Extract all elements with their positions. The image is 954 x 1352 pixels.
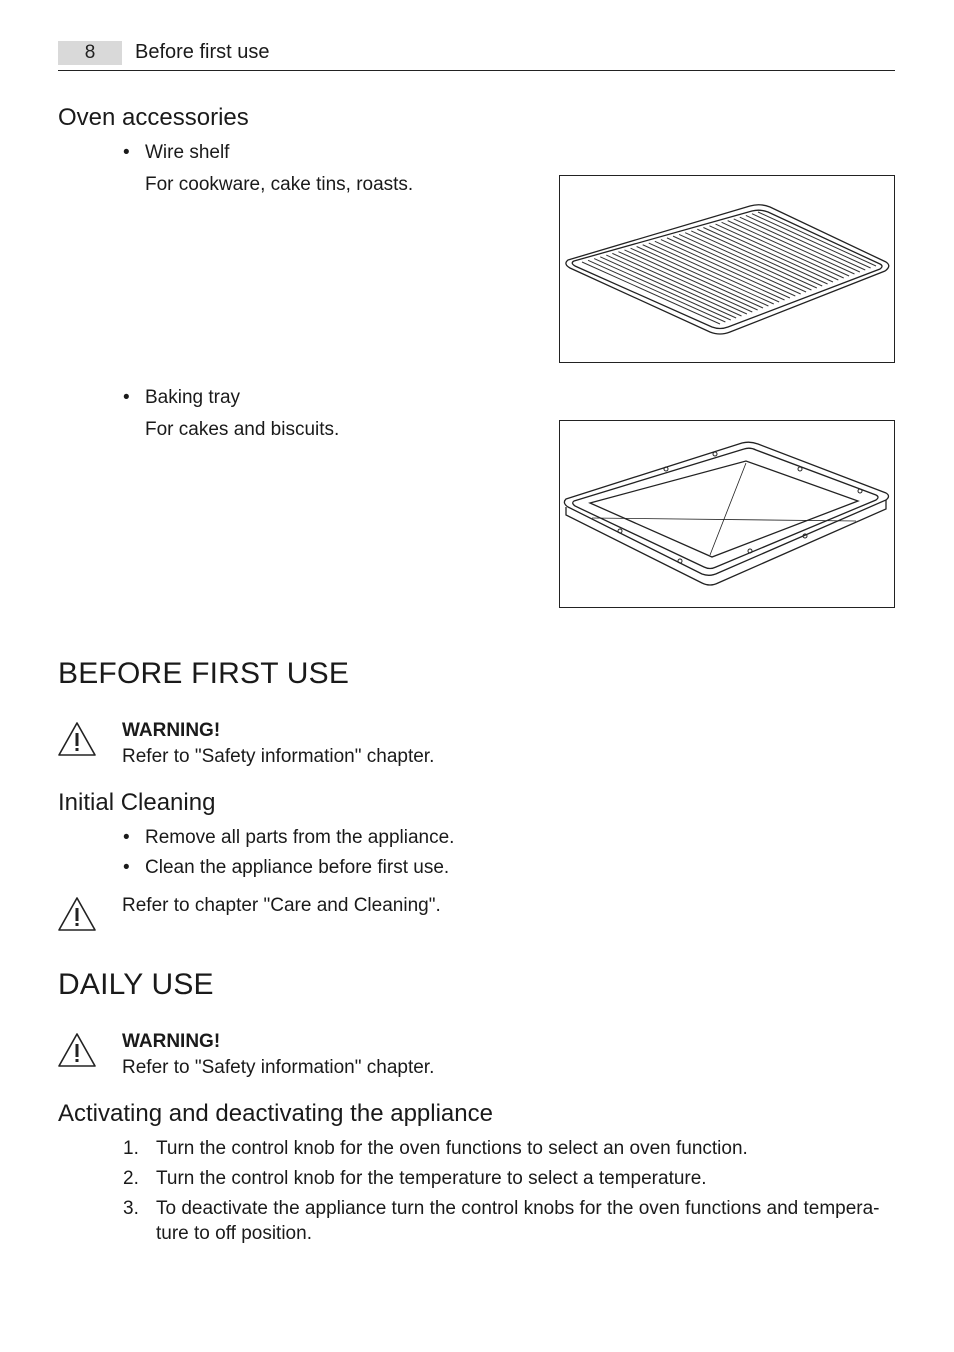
initial-cleaning-heading: Initial Cleaning bbox=[58, 789, 216, 816]
wire-rod bbox=[740, 217, 860, 272]
wire-shelf-label: • Wire shelf bbox=[145, 140, 229, 165]
step-text: ture to off position. bbox=[156, 1223, 312, 1244]
wire-rod bbox=[612, 253, 747, 314]
daily-use-heading: DAILY USE bbox=[58, 968, 214, 1001]
baking-tray-label: • Baking tray bbox=[145, 385, 240, 410]
wire-shelf-figure bbox=[559, 175, 895, 363]
warning-icon bbox=[57, 1032, 97, 1073]
wire-rod bbox=[758, 212, 876, 266]
oven-accessories-heading: Oven accessories bbox=[58, 104, 249, 131]
wire-rod bbox=[637, 246, 769, 306]
wire-rod bbox=[661, 240, 790, 298]
baking-tray-figure bbox=[559, 420, 895, 608]
care-cleaning-note: Refer to chapter "Care and Cleaning". bbox=[122, 895, 441, 916]
wire-shelf-illustration bbox=[560, 176, 894, 362]
wire-rod bbox=[667, 238, 795, 296]
wire-rod bbox=[716, 224, 839, 280]
wire-rod bbox=[734, 219, 855, 274]
step-number: 1. bbox=[123, 1138, 139, 1159]
wire-rod bbox=[655, 241, 785, 300]
wire-rod bbox=[703, 228, 827, 284]
before-first-use-heading: BEFORE FIRST USE bbox=[58, 657, 350, 690]
activating-heading: Activating and deactivating the appliance bbox=[58, 1100, 493, 1127]
wire-rod bbox=[618, 252, 752, 312]
wire-rod bbox=[728, 221, 849, 276]
step-text: Turn the control knob for the temperature to select a temperature. bbox=[156, 1168, 707, 1189]
list-item: • Clean the appliance before first use. bbox=[145, 855, 449, 880]
step-text: Turn the control knob for the oven functions to select an oven function. bbox=[156, 1138, 748, 1159]
wire-rod bbox=[649, 243, 779, 302]
warning-text: Refer to "Safety information" chapter. bbox=[122, 746, 435, 767]
list-item bbox=[123, 1166, 707, 1191]
wire-rod bbox=[643, 245, 774, 304]
baking-tray-description: For cakes and biscuits. bbox=[145, 419, 340, 440]
wire-rod bbox=[624, 250, 757, 310]
list-item: • Remove all parts from the appliance. bbox=[145, 825, 454, 850]
warning-text: Refer to "Safety information" chapter. bbox=[122, 1057, 435, 1078]
running-header: Before first use bbox=[135, 41, 270, 63]
wire-rod bbox=[752, 214, 871, 268]
wire-rod bbox=[606, 255, 741, 316]
step-text: To deactivate the appliance turn the control knobs for the oven functions and tempera- bbox=[156, 1198, 880, 1219]
warning-label: WARNING! bbox=[122, 720, 221, 741]
wire-rod bbox=[722, 222, 844, 278]
wire-rod bbox=[600, 257, 736, 318]
warning-label: WARNING! bbox=[122, 1031, 221, 1052]
page-number: 8 bbox=[58, 41, 122, 65]
list-item bbox=[123, 1196, 896, 1246]
warning-icon bbox=[57, 721, 97, 762]
baking-tray-illustration bbox=[560, 421, 894, 607]
header-divider bbox=[58, 70, 895, 71]
step-number: 3. bbox=[123, 1198, 139, 1219]
list-item bbox=[123, 1136, 748, 1161]
wire-shelf-description: For cookware, cake tins, roasts. bbox=[145, 174, 414, 195]
warning-icon bbox=[57, 896, 97, 937]
step-number: 2. bbox=[123, 1168, 139, 1189]
